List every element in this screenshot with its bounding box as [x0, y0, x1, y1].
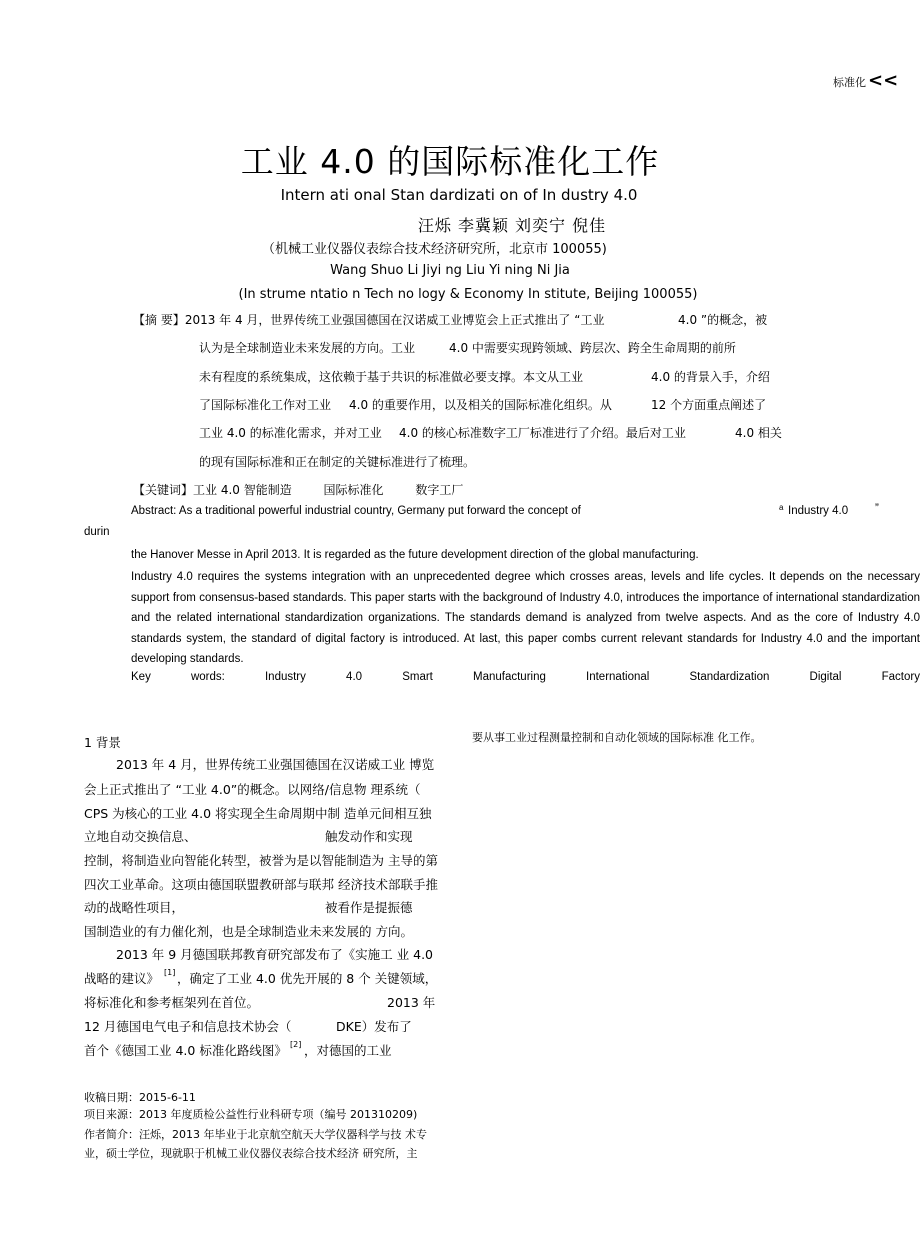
abstract-cn-line4a: 了国际标准化工作对工业 — [199, 398, 332, 412]
body-line: 被看作是提振德 — [325, 900, 413, 915]
footnote-author: 作者简介：汪烁，2013 年毕业于北京航空航天大学仪器科学与技 术专 — [84, 1128, 427, 1141]
abstract-en-line2: durin — [84, 526, 110, 538]
body-line: 将标准化和参考框架列在首位。 — [84, 995, 260, 1010]
keywords-cn-k3: 数字工厂 — [415, 483, 464, 497]
paper-title: 工业 4.0 的国际标准化工作 — [240, 142, 660, 181]
abstract-en-quote: ” — [875, 503, 879, 515]
abstract-cn-line3b: 4.0 的背景入手，介绍 — [651, 370, 770, 384]
affiliation-en: (In strume ntatio n Tech no logy & Economy In stitute, Beijing 100055) — [238, 287, 698, 302]
authors-cn: 汪烁 李冀颖 刘奕宁 倪佳 — [417, 216, 607, 235]
body-line: 12 月德国电气电子和信息技术协会（ — [84, 1019, 292, 1034]
citation-ref: [2] — [290, 1040, 302, 1049]
abstract-cn-line4b: 4.0 的重要作用，以及相关的国际标准化组织。从 — [349, 398, 612, 412]
abstract-cn-line5a: 工业 4.0 的标准化需求，并对工业 — [199, 426, 382, 440]
body-line: 四次工业革命。这项由德国联盟教研部与联邦 经济技术部联手推 — [84, 877, 438, 892]
body-line: 触发动作和实现 — [325, 829, 413, 844]
abstract-cn-line1a: 【摘 要】2013 年 4 月，世界传统工业强国德国在汉诺威工业博览会上正式推出了 “工业 — [133, 313, 605, 327]
abstract-cn-line5c: 4.0 相关 — [735, 426, 782, 440]
abstract-cn-line3a: 未有程度的系统集成，这依赖于基于共识的标准做必要支撑。本文从工业 — [199, 370, 584, 384]
abstract-en-mark: a — [779, 503, 784, 512]
abstract-cn-line2b: 4.0 中需要实现跨领域、跨层次、跨全生命周期的前所 — [449, 341, 736, 355]
keywords-en-word: Standardization — [689, 671, 770, 683]
abstract-cn-line2a: 认为是全球制造业未来发展的方向。工业 — [199, 341, 416, 355]
keywords-en-word: 4.0 — [346, 671, 363, 683]
abstract-en-line1-tail: Industry 4.0 — [788, 505, 849, 517]
keywords-en — [131, 671, 920, 683]
header-arrows: << — [868, 70, 899, 91]
body-line: 动的战略性项目， — [84, 900, 185, 915]
abstract-cn-line6: 的现有国际标准和正在制定的关键标准进行了梳理。 — [199, 455, 476, 469]
citation-ref: [1] — [164, 968, 176, 977]
body-line: 首个《德国工业 4.0 标准化路线图》 — [84, 1043, 287, 1058]
authors-en: Wang Shuo Li Jiyi ng Liu Yi ning Ni Jia — [330, 263, 570, 278]
keywords-en-word: Key — [131, 671, 151, 683]
right-column-line: 要从事工业过程测量控制和自动化领域的国际标准 化工作。 — [472, 731, 762, 744]
footnote-project: 项目来源：2013 年度质检公益性行业科研专项（编号 201310209) — [84, 1108, 418, 1121]
body-line: 立地自动交换信息、 — [84, 829, 197, 844]
keywords-en-word: Manufacturing — [473, 671, 546, 683]
keywords-en-word: Digital — [809, 671, 842, 683]
body-line: 控制，将制造业向智能化转型，被誉为是以智能制造为 主导的第 — [84, 853, 438, 868]
header-tag — [833, 70, 898, 91]
keywords-cn-label: 【关键词】工业 4.0 智能制造 — [133, 483, 292, 497]
body-line: DKE）发布了 — [336, 1019, 412, 1034]
header-tag-text: 标准化 — [833, 76, 866, 89]
keywords-en-word: Industry — [264, 671, 306, 683]
body-line: 会上正式推出了 “工业 4.0”的概念。以网络/信息物 理系统（ — [84, 782, 421, 797]
keywords-en-word: Smart — [402, 671, 433, 683]
paper-title-en: Intern ati onal Stan dardizati on of In dustry 4.0 — [280, 186, 638, 204]
body-line: 国制造业的有力催化剂，也是全球制造业未来发展的 方向。 — [84, 924, 413, 939]
abstract-en-line3: the Hanover Messe in April 2013. It is regarded as the future development direction of the global manufacturing. — [131, 549, 699, 561]
body-line: 2013 年 4 月，世界传统工业强国德国在汉诺威工业 博览 — [116, 757, 435, 772]
body-line: CPS 为核心的工业 4.0 将实现全生命周期中制 造单元间相互独 — [84, 806, 432, 821]
body-line: ，确定了工业 4.0 优先开展的 8 个 关键领域， — [177, 971, 438, 986]
keywords-en-word: words: — [190, 671, 225, 683]
body-line: 2013 年 9 月德国联邦教育研究部发布了《实施工 业 4.0 — [116, 947, 434, 962]
body-line: 2013 年 — [387, 995, 436, 1010]
abstract-cn-line1b: 4.0 ”的概念，被 — [678, 313, 768, 327]
keywords-cn-k2: 国际标准化 — [323, 483, 384, 497]
section-heading: 1 背景 — [84, 735, 121, 750]
affiliation-cn: （机械工业仪器仪表综合技术经济研究所，北京市 100055) — [262, 242, 607, 257]
footnote-received: 收稿日期：2015-6-11 — [84, 1091, 196, 1104]
abstract-cn-line5b: 4.0 的核心标准数字工厂标准进行了介绍。最后对工业 — [399, 426, 686, 440]
keywords-en-word: Factory — [881, 671, 920, 683]
abstract-cn-line4c: 12 个方面重点阐述了 — [651, 398, 767, 412]
keywords-en-word: International — [586, 671, 650, 683]
keywords-cn — [133, 481, 491, 498]
footnote-author-cont: 业，硕士学位，现就职于机械工业仪器仪表综合技术经济 研究所，主 — [84, 1147, 418, 1160]
body-line: ，对德国的工业 — [304, 1043, 392, 1058]
abstract-en-line1: Abstract: As a traditional powerful industrial country, Germany put forward the concept of — [131, 505, 581, 517]
abstract-en-paragraph: Industry 4.0 requires the systems integration with an unprecedented degree which crosses areas, levels and life cycles. It depends on the necessary support from consensus-based standards. This paper starts with the background of Industry 4.0, introduces the importance of international standardization and the related international standardization organizations. The standards demand is analyzed from twelve aspects. And as the core of Industry 4.0 standards system, the standard of digital factory is introduced. At last, this paper combs current relevant standards for Industry 4.0 and the important developing standards. — [131, 571, 920, 665]
body-line: 战略的建议》 — [84, 971, 160, 986]
